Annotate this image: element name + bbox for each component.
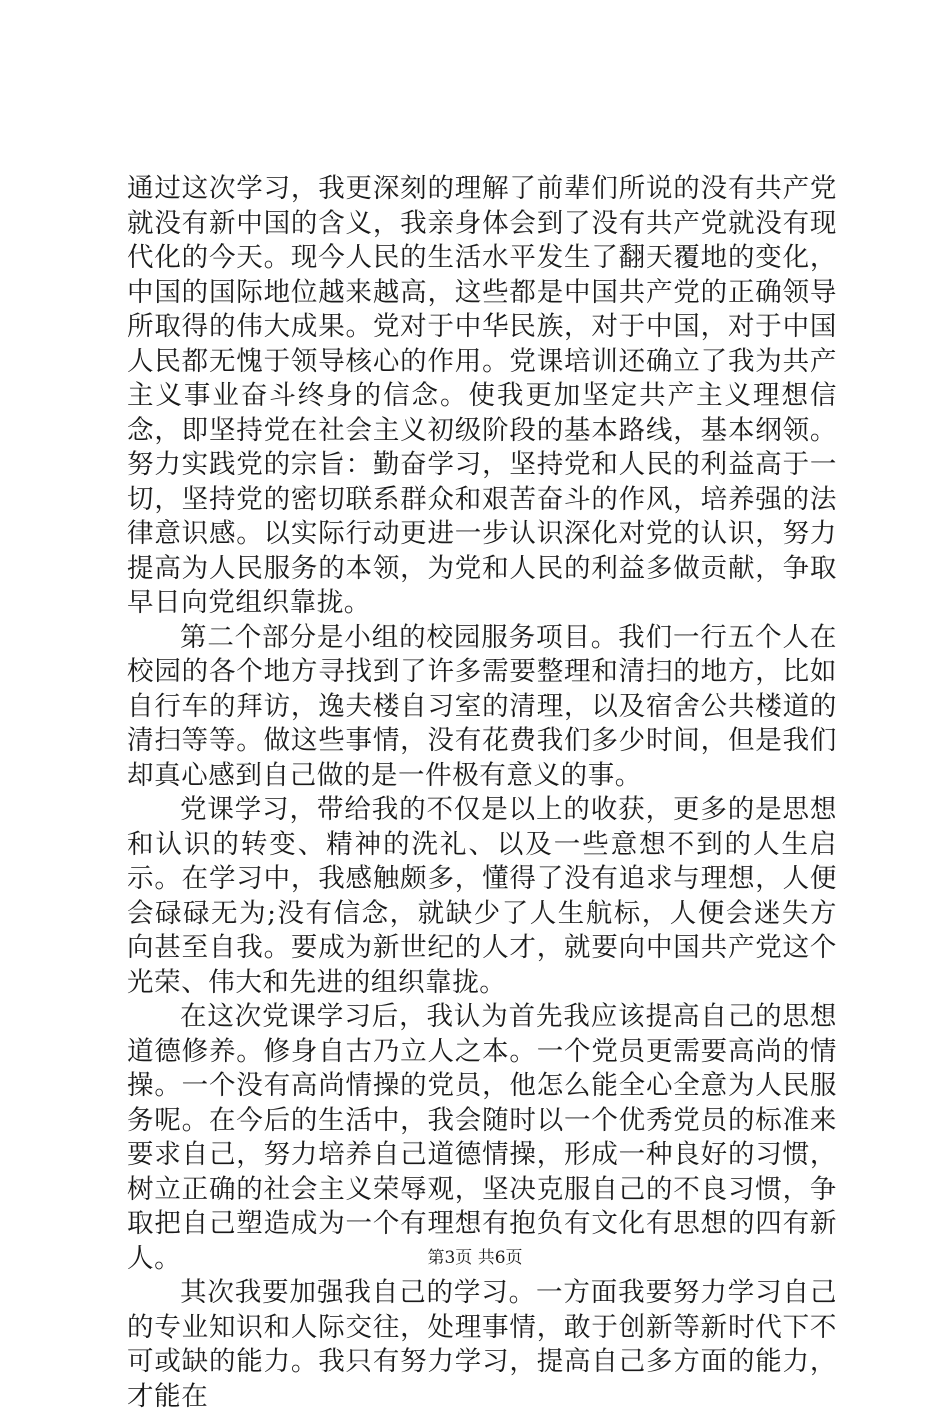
paragraph-3: 党课学习，带给我的不仅是以上的收获，更多的是思想和认识的转变、精神的洗礼、以及一些意想不到的人生启示。在学习中，我感触颇多，懂得了没有追求与理想，人便会碌碌无为;没有信念，就缺少了人生航标，人便会迷失方向甚至自我。要成为新世纪的人才，就要向中国共产党这个光荣、伟大和先进的组织靠拢。 [127, 794, 837, 998]
document-body [127, 172, 837, 1414]
page-footer: 第3页 共6页 [427, 1248, 523, 1268]
paragraph-1: 通过这次学习，我更深刻的理解了前辈们所说的没有共产党就没有新中国的含义，我亲身体会到了没有共产党就没有现代化的今天。现今人民的生活水平发生了翻天覆地的变化，中国的国际地位越来越高，这些都是中国共产党的正确领导所取得的伟大成果。党对于中华民族，对于中国，对于中国人民都无愧于领导核心的作用。党课培训还确立了我为共产主义事业奋斗终身的信念。使我更加坚定共产主义理想信念，即坚持党在社会主义初级阶段的基本路线，基本纲领。努力实践党的宗旨：勤奋学习，坚持党和人民的利益高于一切，坚持党的密切联系群众和艰苦奋斗的作风，培养强的法律意识感。以实际行动更进一步认识深化对党的认识，努力提高为人民服务的本领，为党和人民的利益多做贡献，争取早日向党组织靠拢。 [127, 173, 837, 618]
paragraph-2: 第二个部分是小组的校园服务项目。我们一行五个人在校园的各个地方寻找到了许多需要整理和清扫的地方，比如自行车的拜访，逸夫楼自习室的清理，以及宿舍公共楼道的清扫等等。做这些事情，没有花费我们多少时间，但是我们却真心感到自己做的是一件极有意义的事。 [127, 621, 837, 791]
paragraph-4: 在这次党课学习后，我认为首先我应该提高自己的思想道德修养。修身自古乃立人之本。一个党员更需要高尚的情操。一个没有高尚情操的党员，他怎么能全心全意为人民服务呢。在今后的生活中，我会随时以一个优秀党员的标准来要求自己，努力培养自己道德情操，形成一种良好的习惯，树立正确的社会主义荣辱观，坚决克服自己的不良习惯，争取把自己塑造成为一个有理想有抱负有文化有思想的四有新人。 [127, 1001, 837, 1274]
paragraph-5: 其次我要加强我自己的学习。一方面我要努力学习自己的专业知识和人际交往，处理事情，敢于创新等新时代下不可或缺的能力。我只有努力学习，提高自己多方面的能力，才能在 [127, 1277, 837, 1412]
